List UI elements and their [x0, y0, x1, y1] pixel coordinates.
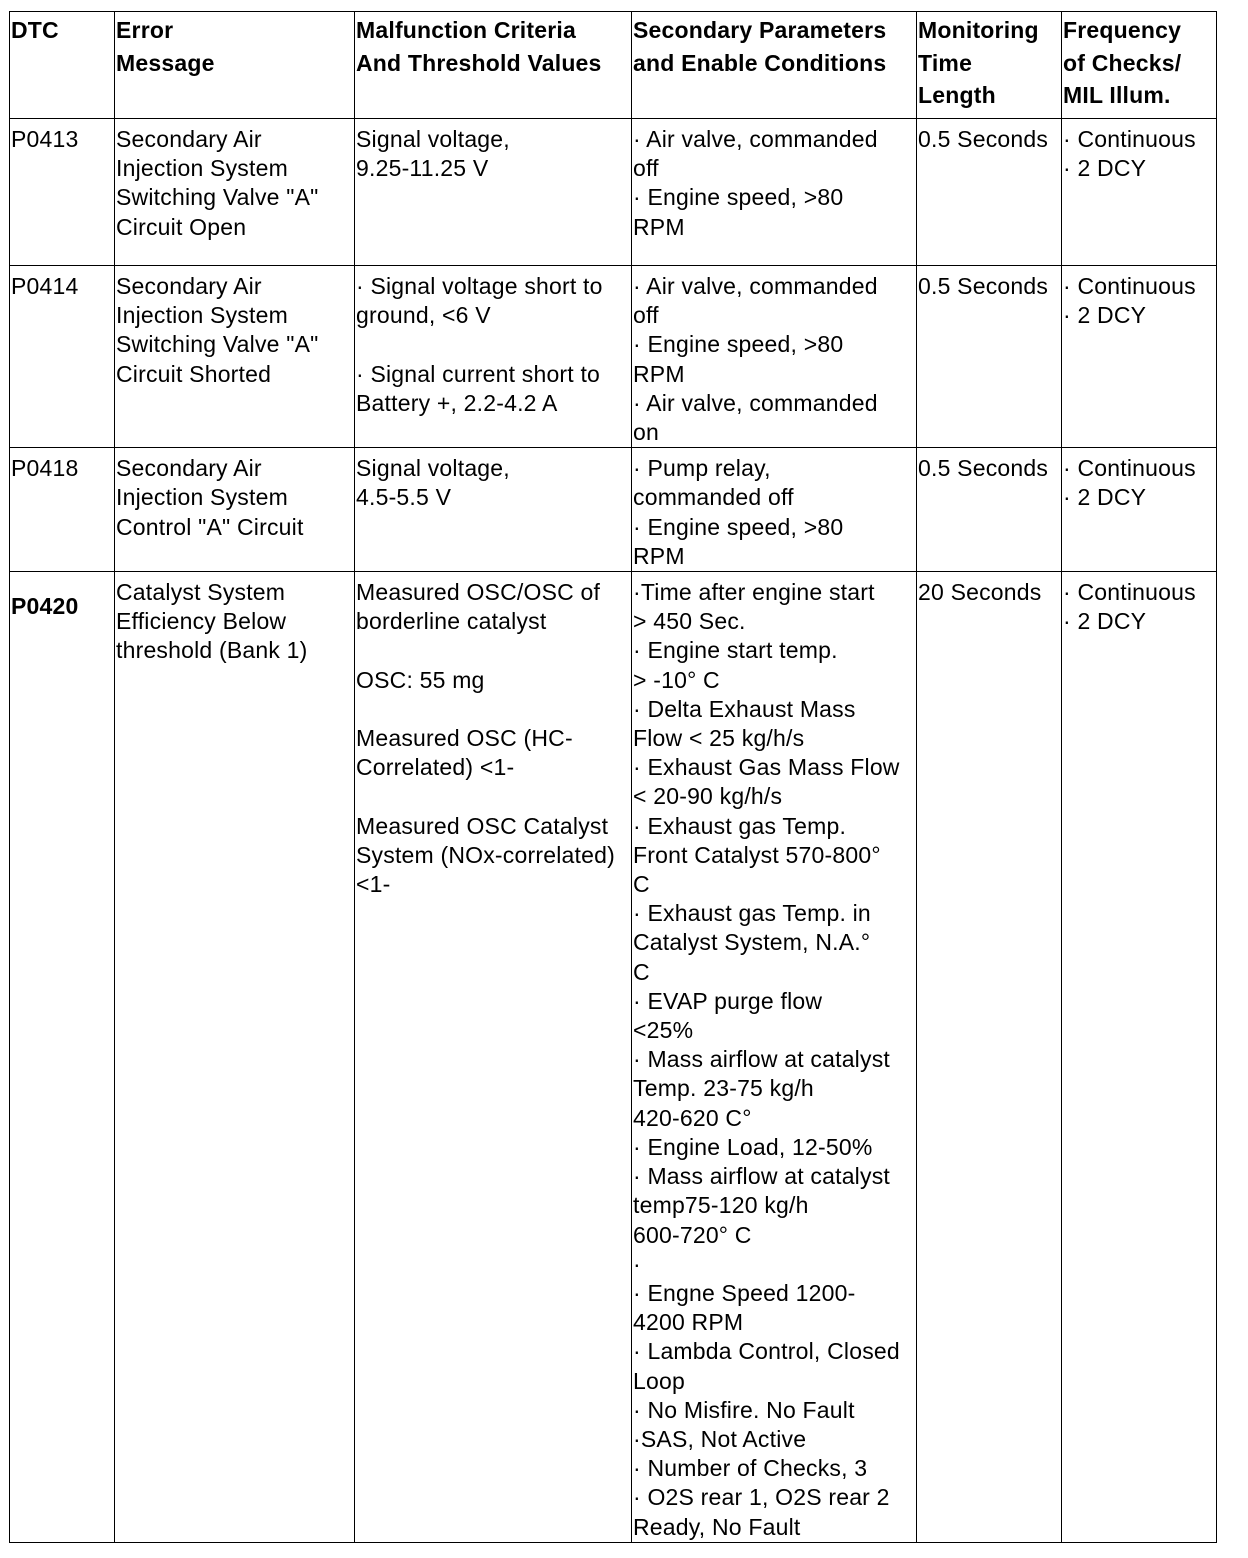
cell-line: Loop	[633, 1367, 685, 1394]
cell-line: and Enable Conditions	[633, 49, 887, 76]
cell-line: Injection System	[116, 302, 288, 329]
cell-line: Signal voltage,	[356, 126, 510, 152]
table-row	[10, 448, 1217, 572]
header-row	[10, 12, 1217, 119]
cell-line: · No Misfire. No Fault	[633, 1396, 855, 1423]
cell-line: Measured OSC (HC-	[356, 725, 573, 752]
header-malfunction-criteria	[355, 12, 632, 119]
cell-line: · Delta Exhaust Mass	[633, 695, 856, 722]
cell-line: <1-	[356, 871, 391, 898]
cell-line: · O2S rear 1, O2S rear 2	[633, 1484, 890, 1511]
cell-line: System (NOx-correlated)	[356, 841, 615, 868]
secondary-parameters	[632, 119, 917, 266]
malfunction-criteria	[355, 448, 632, 572]
cell-line: Correlated) <1-	[356, 754, 515, 781]
error-message	[115, 448, 355, 572]
cell-line: Flow < 25 kg/h/s	[633, 725, 805, 752]
dtc-code: P0413	[10, 119, 115, 266]
cell-line: · Lambda Control, Closed	[633, 1338, 900, 1365]
cell-line: · Exhaust Gas Mass Flow	[633, 754, 900, 781]
header-dtc	[10, 12, 115, 119]
table-row	[10, 119, 1217, 266]
cell-line: · EVAP purge flow	[633, 987, 823, 1014]
cell-line: Injection System	[116, 155, 288, 182]
cell-line: · Air valve, commanded	[633, 389, 878, 416]
cell-line: ·Time after engine start	[633, 579, 875, 606]
cell-line: Switching Valve "A"	[116, 331, 319, 358]
cell-line: · Engine speed, >80	[633, 513, 844, 540]
monitoring-time: 0.5 Seconds	[917, 448, 1062, 572]
cell-line: · Continuous	[1063, 273, 1196, 299]
cell-line: Battery +, 2.2-4.2 A	[356, 389, 558, 416]
cell-line: Signal voltage,	[356, 455, 510, 482]
cell-line: · Engine speed, >80	[633, 331, 844, 358]
check-frequency	[1062, 266, 1217, 448]
cell-line: Secondary Parameters	[633, 17, 887, 43]
header-error-message	[115, 12, 355, 119]
cell-line: · Signal current short to	[356, 360, 601, 387]
cell-line: Measured OSC/OSC of	[356, 579, 601, 606]
cell-line: · Mass airflow at catalyst	[633, 1163, 890, 1190]
cell-line: · 2 DCY	[1063, 484, 1147, 511]
cell-line	[356, 330, 631, 359]
cell-line: Length	[918, 82, 996, 108]
cell-line: Measured OSC Catalyst	[356, 812, 609, 839]
cell-line	[356, 782, 631, 811]
cell-line: Control "A" Circuit	[116, 513, 304, 540]
check-frequency	[1062, 119, 1217, 266]
secondary-parameters	[632, 266, 917, 448]
cell-line: <25%	[633, 1017, 694, 1044]
cell-line: · Air valve, commanded	[633, 273, 878, 299]
cell-line: Circuit Shorted	[116, 360, 272, 387]
cell-line: temp75-120 kg/h	[633, 1192, 809, 1219]
dtc-code	[10, 572, 115, 1543]
cell-line: C	[633, 958, 650, 985]
monitoring-time: 20 Seconds	[917, 572, 1062, 1543]
cell-line: · Exhaust gas Temp.	[633, 812, 847, 839]
cell-line: commanded off	[633, 484, 794, 511]
error-message	[115, 572, 355, 1543]
secondary-parameters	[632, 572, 917, 1543]
cell-line: · Pump relay,	[633, 455, 771, 482]
cell-line: · Air valve, commanded	[633, 126, 878, 152]
cell-line: RPM	[633, 213, 685, 240]
cell-line: · 2 DCY	[1063, 155, 1147, 182]
cell-line: Secondary Air	[116, 273, 262, 299]
secondary-parameters	[632, 448, 917, 572]
cell-line: Monitoring	[918, 17, 1039, 43]
cell-line: ·	[633, 1250, 641, 1277]
cell-line: · 2 DCY	[1063, 608, 1147, 635]
dtc-code-text: P0420	[11, 593, 79, 620]
cell-line: off	[633, 302, 659, 329]
cell-line: Message	[116, 49, 215, 76]
cell-line: And Threshold Values	[356, 49, 602, 76]
cell-line: Secondary Air	[116, 126, 262, 152]
cell-line: of Checks/	[1063, 49, 1182, 76]
dtc-code: P0414	[10, 266, 115, 448]
cell-line: · Continuous	[1063, 579, 1196, 606]
cell-line: OSC: 55 mg	[356, 666, 485, 693]
cell-line: · Exhaust gas Temp. in	[633, 900, 871, 927]
cell-line: borderline catalyst	[356, 608, 547, 635]
cell-line: Efficiency Below	[116, 608, 287, 635]
header-frequency	[1062, 12, 1217, 119]
table-row	[10, 266, 1217, 448]
cell-line: Circuit Open	[116, 213, 247, 240]
cell-line: ·SAS, Not Active	[633, 1425, 807, 1452]
dtc-table	[9, 11, 1217, 1543]
cell-line: · Mass airflow at catalyst	[633, 1046, 890, 1073]
cell-line: Temp. 23-75 kg/h	[633, 1075, 814, 1102]
header-secondary-parameters	[632, 12, 917, 119]
cell-line: Injection System	[116, 484, 288, 511]
cell-line: · Engine speed, >80	[633, 184, 844, 211]
error-message	[115, 119, 355, 266]
monitoring-time: 0.5 Seconds	[917, 266, 1062, 448]
cell-line: on	[633, 419, 659, 446]
cell-line: 420-620 C°	[633, 1104, 752, 1131]
cell-line: Switching Valve "A"	[116, 184, 319, 211]
cell-line: threshold (Bank 1)	[116, 637, 308, 664]
cell-line: 9.25-11.25 V	[356, 155, 489, 182]
cell-line: Catalyst System, N.A.°	[633, 929, 871, 956]
cell-line: · Number of Checks, 3	[633, 1455, 868, 1482]
cell-line: > 450 Sec.	[633, 608, 746, 635]
malfunction-criteria	[355, 119, 632, 266]
cell-line: · Continuous	[1063, 126, 1196, 152]
cell-line: Time	[918, 49, 973, 76]
cell-line: DTC	[11, 17, 59, 43]
cell-line: off	[633, 155, 659, 182]
dtc-code: P0418	[10, 448, 115, 572]
cell-line: · Engine start temp.	[633, 637, 838, 664]
cell-line: 4200 RPM	[633, 1309, 744, 1336]
cell-line: · Engine Load, 12-50%	[633, 1133, 873, 1160]
cell-line: RPM	[633, 360, 685, 387]
cell-line: > -10° C	[633, 666, 720, 693]
cell-line: · Engne Speed 1200-	[633, 1279, 856, 1306]
cell-line: MIL Illum.	[1063, 82, 1171, 108]
cell-line	[356, 636, 631, 665]
monitoring-time: 0.5 Seconds	[917, 119, 1062, 266]
cell-line: Secondary Air	[116, 455, 262, 482]
cell-line: RPM	[633, 542, 685, 569]
cell-line	[356, 695, 631, 724]
header-monitoring-time	[917, 12, 1062, 119]
cell-line: Ready, No Fault	[633, 1513, 801, 1540]
cell-line: 600-720° C	[633, 1221, 752, 1248]
cell-line: ground, <6 V	[356, 302, 491, 329]
cell-line: Catalyst System	[116, 579, 286, 606]
cell-line: 4.5-5.5 V	[356, 484, 452, 511]
error-message	[115, 266, 355, 448]
table-row	[10, 572, 1217, 1543]
check-frequency	[1062, 572, 1217, 1543]
cell-line: Error	[116, 17, 174, 43]
cell-line: Front Catalyst 570-800°	[633, 841, 881, 868]
cell-line: · Continuous	[1063, 455, 1196, 482]
malfunction-criteria	[355, 572, 632, 1543]
cell-line: · 2 DCY	[1063, 302, 1147, 329]
cell-line: Frequency	[1063, 17, 1182, 43]
cell-line: Malfunction Criteria	[356, 17, 576, 43]
cell-line: C	[633, 871, 650, 898]
malfunction-criteria	[355, 266, 632, 448]
cell-line: · Signal voltage short to	[356, 273, 603, 299]
cell-line: < 20-90 kg/h/s	[633, 783, 783, 810]
check-frequency	[1062, 448, 1217, 572]
